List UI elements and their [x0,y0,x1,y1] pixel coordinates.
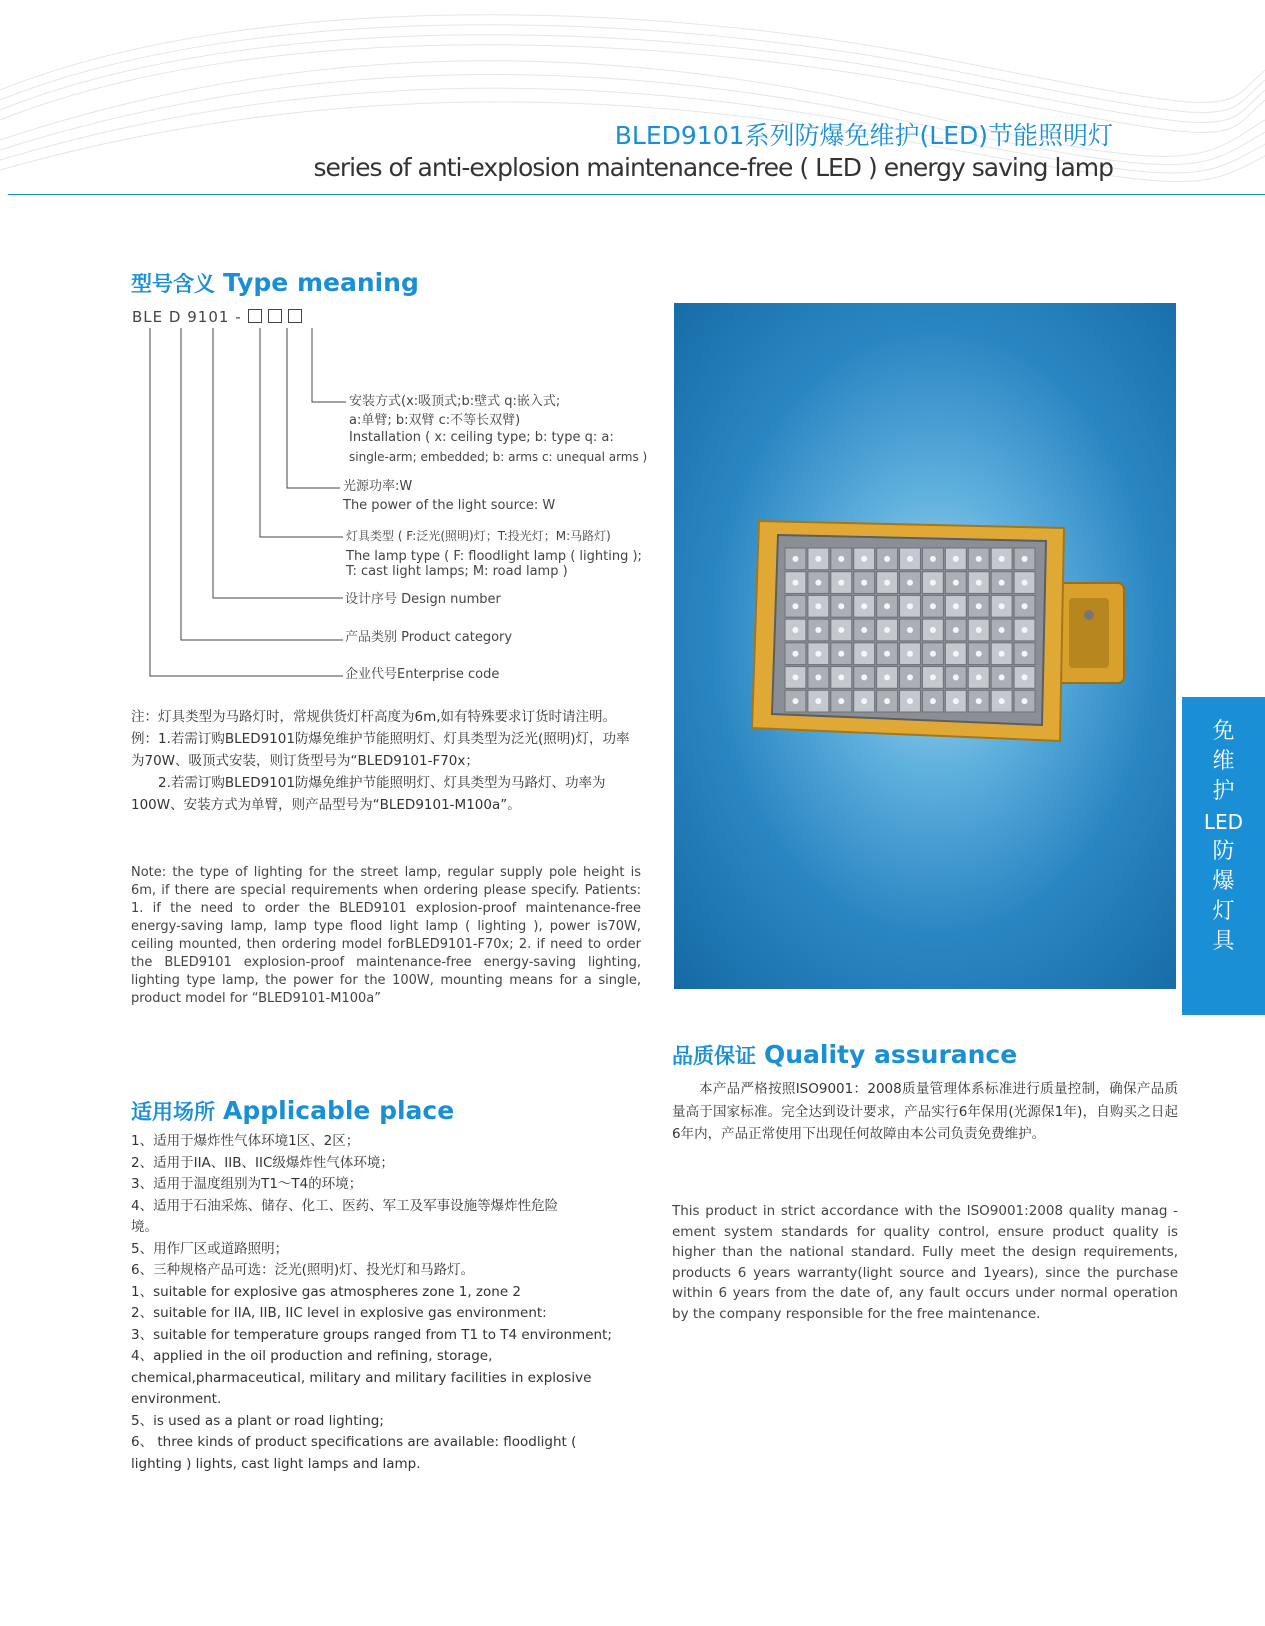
led-grid [785,548,1035,712]
led-chip [999,627,1005,633]
led-chip [884,674,890,680]
list-item: chemical,pharmaceutical, military and military facilities in explosive [131,1369,592,1386]
led-chip [976,651,982,657]
product-photo [674,303,1176,989]
catalog-title-en: series of anti-explosion maintenance-free ( LED ) energy saving lamp [313,153,1113,182]
led-chip [884,580,890,586]
led-chip [1022,556,1028,562]
notes-en: Note: the type of lighting for the street lamp, regular supply pole height is 6m, if there are special requirements when ordering please specify. Patients: 1. if the need to order the BLED9101 explosion-proof maintenance-free energy-saving lamp, lamp type flood light lamp ( lighting ), power is70W, ceiling mounted, then ordering model forBLED9101-F70x; 2. if need to order the BLED9101 explosion-proof maintenance-free energy-saving lighting, lighting type lamp, the power for the 100W, mounting means for a single, product model for “BLED9101-M100a” [131,865,641,1006]
led-chip [976,556,982,562]
led-chip [976,698,982,704]
led-lamp-illustration [674,303,1176,989]
led-chip [815,651,821,657]
list-item: 1、适用于爆炸性气体环境1区、2区； [131,1133,360,1149]
lamp-bracket-plate [1069,598,1109,668]
led-chip [1022,698,1028,704]
catalog-title-cn: BLED9101系列防爆免维护(LED)节能照明灯 [614,121,1113,150]
led-chip [907,674,913,680]
led-chip [953,580,959,586]
label-installation-en1: Installation ( x: ceiling type; b: type q: a: [349,430,614,445]
led-chip [792,627,798,633]
quality-text-en: This product in strict accordance with the ISO9001:2008 quality manag -ement system standards for quality control, ensure product quality is higher than the national standard. Fully meet the design requirements, products 6 years warranty(light source and 1years), since the purchase within 6 years from the date of, any fault occurs under normal operation by the company responsible for the free maintenance. [672,1203,1178,1322]
led-chip [838,556,844,562]
led-chip [861,674,867,680]
led-chip [999,603,1005,609]
led-chip [953,698,959,704]
quality-heading: 品质保证 Quality assurance [672,1040,1018,1069]
list-item: environment. [131,1391,222,1407]
led-chip [907,698,913,704]
model-code: BLE D 9101 - [132,308,302,326]
list-item: 6、 three kinds of product specifications are available: floodlight ( [131,1434,577,1450]
list-item: 2、suitable for IIA, IIB, IIC level in explosive gas environment: [131,1305,547,1321]
led-chip [815,603,821,609]
led-chip [930,627,936,633]
led-chip [792,698,798,704]
list-item: 4、applied in the oil production and refining, storage, [131,1348,493,1364]
led-chip [976,580,982,586]
led-chip [999,556,1005,562]
led-chip [792,580,798,586]
led-chip [1022,674,1028,680]
led-chip [976,674,982,680]
label-design-number: 设计序号 Design number [345,592,501,607]
led-chip [999,674,1005,680]
led-chip [838,627,844,633]
label-lamp-type-cn: 灯具类型 ( F:泛光(照明)灯；T:投光灯；M:马路灯) [346,529,611,543]
led-chip [953,603,959,609]
led-chip [930,651,936,657]
led-chip [930,674,936,680]
led-chip [953,627,959,633]
applicable-list [131,1131,612,1475]
led-chip [861,556,867,562]
led-chip [838,698,844,704]
led-chip [1022,580,1028,586]
led-chip [838,603,844,609]
led-chip [930,698,936,704]
label-product-category: 产品类别 Product category [345,630,513,645]
led-chip [1022,603,1028,609]
led-chip [792,556,798,562]
led-chip [815,674,821,680]
label-power-en: The power of the light source: W [343,498,556,513]
led-chip [1022,651,1028,657]
led-chip [861,580,867,586]
label-installation-cn1: 安装方式(x:吸顶式;b:壁式 q:嵌入式; [349,394,561,409]
led-chip [999,651,1005,657]
label-installation-en2: single-arm; embedded; b: arms c: unequal arms ) [349,450,648,464]
led-chip [815,580,821,586]
led-chip [953,651,959,657]
led-chip [1022,627,1028,633]
notes-cn: 注：灯具类型为马路灯时，常规供货灯杆高度为6m,如有特殊要求订货时请注明。 例：1.若需订购BLED9101防爆免维护节能照明灯、灯具类型为泛光(照明)灯，功率为70W、吸顶式安装，则订货型号为“BLED9101-F70x； 2.若需订购BLED9101防爆免维护节能照明灯、灯具类型为马路灯、功率为100W、安装方式为单臂，则产品型号为“BLED9101-M100a”。 [131,709,630,813]
led-chip [907,580,913,586]
led-chip [907,627,913,633]
label-installation-cn2: a:单臂; b:双臂 c:不等长双臂) [349,413,521,428]
applicable-heading: 适用场所 Applicable place [131,1096,455,1125]
list-item: 1、suitable for explosive gas atmospheres zone 1, zone 2 [131,1283,522,1300]
list-item: 5、is used as a plant or road lighting; [131,1412,384,1429]
led-chip [999,698,1005,704]
led-chip [884,603,890,609]
led-chip [838,651,844,657]
led-chip [930,580,936,586]
led-chip [792,674,798,680]
led-chip [953,556,959,562]
led-chip [861,651,867,657]
list-item: 境。 [131,1219,158,1235]
list-item: 3、适用于温度组别为T1～T4的环境； [131,1176,363,1192]
list-item: 2、适用于IIA、IIB、IIC级爆炸性气体环境； [131,1154,394,1171]
led-chip [815,627,821,633]
led-chip [861,603,867,609]
led-chip [838,674,844,680]
led-chip [861,627,867,633]
led-chip [792,603,798,609]
list-item: lighting ) lights, cast light lamps and lamp. [131,1455,421,1472]
led-chip [815,698,821,704]
label-lamp-type-en2: T: cast light lamps; M: road lamp ) [346,564,568,579]
led-chip [976,627,982,633]
list-item: 6、三种规格产品可选：泛光(照明)灯、投光灯和马路灯。 [131,1262,475,1278]
led-chip [861,698,867,704]
led-chip [884,556,890,562]
side-category-tab: 免 维 护 LED 防 爆 灯 具 [1182,697,1265,1015]
led-chip [907,556,913,562]
quality-text-cn: 本产品严格按照ISO9001：2008质量管理体系标准进行质量控制，确保产品质量高于国家标准。完全达到设计要求，产品实行6年保用(光源保1年)，自购买之日起6年内，产品正常使用下出现任何故障由本公司负责免费维护。 [672,1081,1178,1142]
led-chip [930,556,936,562]
list-item: 3、suitable for temperature groups ranged from T1 to T4 environment; [131,1326,612,1343]
led-chip [884,651,890,657]
led-chip [884,627,890,633]
type-meaning-heading: 型号含义 Type meaning [131,268,419,297]
led-chip [815,556,821,562]
label-power-cn: 光源功率:W [343,479,413,494]
led-chip [976,603,982,609]
led-chip [907,651,913,657]
led-chip [999,580,1005,586]
led-chip [907,603,913,609]
list-item: 4、适用于石油采炼、储存、化工、医药、军工及军事设施等爆炸性危险 [131,1197,559,1214]
led-chip [838,580,844,586]
model-code-diagram [0,0,680,700]
list-item: 5、用作厂区或道路照明； [131,1240,289,1257]
led-chip [953,674,959,680]
led-chip [792,651,798,657]
label-enterprise-code: 企业代号Enterprise code [345,667,500,682]
led-chip [930,603,936,609]
label-lamp-type-en1: The lamp type ( F: floodlight lamp ( lighting ); [346,549,642,564]
led-chip [884,698,890,704]
